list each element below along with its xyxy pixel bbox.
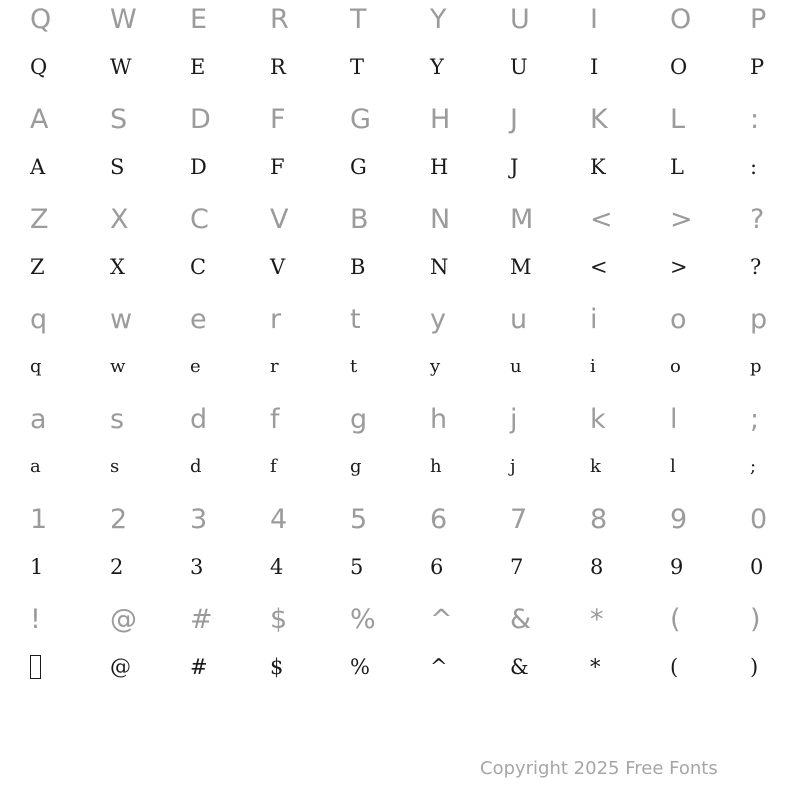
sample-glyph: ) — [750, 655, 759, 679]
reference-glyph: # — [190, 604, 213, 635]
sample-glyph: J — [510, 155, 519, 179]
sample-glyph: < — [590, 255, 608, 279]
glyph-row-group — [0, 600, 800, 700]
reference-glyph: % — [350, 604, 376, 635]
reference-glyph: K — [590, 104, 608, 135]
sample-glyph: I — [590, 55, 599, 79]
sample-glyph: $ — [270, 655, 284, 679]
reference-glyph: p — [750, 304, 768, 335]
sample-glyph: 6 — [430, 555, 444, 579]
reference-glyph: W — [110, 4, 137, 35]
reference-glyph: * — [590, 604, 604, 635]
glyph-row-group — [0, 300, 800, 400]
reference-glyph: f — [270, 404, 280, 435]
reference-glyph: O — [670, 4, 692, 35]
sample-glyph: S — [110, 155, 125, 179]
reference-glyph: ! — [30, 604, 41, 635]
sample-glyph: g — [350, 456, 362, 477]
sample-glyph: B — [350, 255, 366, 279]
reference-glyph: o — [670, 304, 687, 335]
sample-glyph: M — [510, 255, 532, 279]
reference-glyph: 5 — [350, 504, 368, 535]
reference-glyph: ^ — [430, 604, 453, 635]
reference-glyph: w — [110, 304, 133, 335]
sample-glyph: i — [590, 356, 596, 377]
sample-glyph: u — [510, 356, 522, 377]
reference-glyph: q — [30, 304, 48, 335]
sample-glyph: W — [110, 55, 132, 79]
sample-glyph: N — [430, 255, 449, 279]
reference-glyph: 9 — [670, 504, 688, 535]
reference-glyph: 2 — [110, 504, 128, 535]
reference-glyph: X — [110, 204, 129, 235]
sample-glyph: T — [350, 55, 365, 79]
reference-glyph: C — [190, 204, 209, 235]
sample-glyph: 3 — [190, 555, 204, 579]
glyph-row-group — [0, 500, 800, 600]
sample-glyph: h — [430, 456, 442, 477]
reference-glyph: 6 — [430, 504, 448, 535]
sample-glyph: Y — [430, 55, 444, 79]
reference-glyph: j — [510, 404, 518, 435]
sample-glyph: t — [350, 356, 358, 377]
glyph-row-group — [0, 400, 800, 500]
reference-glyph: < — [590, 204, 613, 235]
sample-glyph: ^ — [430, 655, 448, 679]
reference-glyph: 7 — [510, 504, 528, 535]
sample-glyph: A — [30, 155, 46, 179]
reference-glyph: ; — [750, 404, 760, 435]
reference-glyph: U — [510, 4, 530, 35]
reference-glyph: 0 — [750, 504, 768, 535]
sample-glyph: e — [190, 356, 201, 377]
sample-glyph: k — [590, 456, 601, 477]
sample-glyph: V — [270, 255, 286, 279]
reference-glyph: 1 — [30, 504, 48, 535]
sample-glyph: ( — [670, 655, 679, 679]
reference-glyph: @ — [110, 604, 137, 635]
reference-glyph: D — [190, 104, 211, 135]
sample-glyph: X — [110, 255, 125, 279]
reference-glyph: A — [30, 104, 49, 135]
sample-glyph: o — [670, 356, 681, 377]
sample-glyph: 2 — [110, 555, 124, 579]
reference-glyph: M — [510, 204, 534, 235]
reference-glyph: r — [270, 304, 282, 335]
reference-glyph: : — [750, 104, 760, 135]
sample-glyph: C — [190, 255, 207, 279]
sample-glyph: : — [750, 155, 758, 179]
sample-glyph: R — [270, 55, 286, 79]
reference-glyph: F — [270, 104, 286, 135]
reference-glyph: ? — [750, 204, 765, 235]
reference-glyph: g — [350, 404, 368, 435]
reference-glyph: Y — [430, 4, 447, 35]
reference-glyph: Z — [30, 204, 49, 235]
reference-glyph: E — [190, 4, 208, 35]
sample-glyph: p — [750, 356, 762, 377]
reference-glyph: k — [590, 404, 606, 435]
reference-glyph: & — [510, 604, 532, 635]
sample-glyph: 0 — [750, 555, 764, 579]
reference-glyph: T — [350, 4, 367, 35]
sample-glyph: f — [270, 456, 277, 477]
reference-glyph: S — [110, 104, 128, 135]
sample-glyph: G — [350, 155, 367, 179]
reference-glyph: V — [270, 204, 289, 235]
sample-glyph: q — [30, 356, 42, 377]
reference-glyph: H — [430, 104, 451, 135]
sample-glyph: * — [590, 655, 601, 679]
sample-glyph: y — [430, 356, 441, 377]
sample-glyph: 9 — [670, 555, 684, 579]
sample-glyph: D — [190, 155, 207, 179]
sample-glyph: Z — [30, 255, 45, 279]
reference-glyph: I — [590, 4, 598, 35]
sample-glyph: P — [750, 55, 765, 79]
reference-glyph: l — [670, 404, 678, 435]
sample-glyph: w — [110, 356, 126, 377]
glyph-row-group — [0, 0, 800, 100]
reference-glyph: d — [190, 404, 208, 435]
reference-glyph: t — [350, 304, 361, 335]
sample-glyph: U — [510, 55, 528, 79]
sample-glyph: H — [430, 155, 449, 179]
sample-glyph: s — [110, 456, 120, 477]
sample-glyph: ? — [750, 255, 762, 279]
sample-glyph: Q — [30, 55, 48, 79]
glyph-row-group — [0, 200, 800, 300]
sample-glyph: 1 — [30, 555, 44, 579]
sample-glyph: d — [190, 456, 202, 477]
sample-glyph: ; — [750, 456, 757, 477]
reference-glyph: e — [190, 304, 207, 335]
sample-glyph: E — [190, 55, 206, 79]
reference-glyph: 4 — [270, 504, 288, 535]
sample-glyph-missing — [30, 647, 90, 687]
reference-glyph: > — [670, 204, 693, 235]
sample-glyph: @ — [110, 655, 131, 679]
reference-glyph: a — [30, 404, 47, 435]
sample-glyph: F — [270, 155, 285, 179]
reference-glyph: ) — [750, 604, 761, 635]
reference-glyph: R — [270, 4, 289, 35]
sample-glyph: # — [190, 655, 208, 679]
reference-glyph: B — [350, 204, 369, 235]
sample-glyph: 4 — [270, 555, 284, 579]
reference-glyph: 3 — [190, 504, 208, 535]
sample-glyph: r — [270, 356, 279, 377]
reference-glyph: G — [350, 104, 371, 135]
sample-glyph: & — [510, 655, 529, 679]
reference-glyph: $ — [270, 604, 288, 635]
reference-glyph: N — [430, 204, 451, 235]
sample-glyph: O — [670, 55, 688, 79]
sample-glyph: a — [30, 456, 41, 477]
glyph-row-group — [0, 100, 800, 200]
sample-glyph: j — [510, 456, 516, 477]
missing-glyph-box-icon — [30, 655, 41, 679]
sample-glyph: 5 — [350, 555, 364, 579]
sample-glyph: > — [670, 255, 688, 279]
reference-glyph: h — [430, 404, 448, 435]
sample-glyph: K — [590, 155, 606, 179]
reference-glyph: s — [110, 404, 125, 435]
sample-glyph: 7 — [510, 555, 524, 579]
reference-glyph: 8 — [590, 504, 608, 535]
sample-glyph: l — [670, 456, 676, 477]
sample-glyph: L — [670, 155, 684, 179]
reference-glyph: u — [510, 304, 528, 335]
reference-glyph: L — [670, 104, 686, 135]
reference-glyph: ( — [670, 604, 681, 635]
reference-glyph: Q — [30, 4, 52, 35]
copyright-text: Copyright 2025 Free Fonts — [480, 758, 718, 779]
reference-glyph: y — [430, 304, 446, 335]
reference-glyph: J — [510, 104, 518, 135]
reference-glyph: i — [590, 304, 598, 335]
sample-glyph: % — [350, 655, 370, 679]
sample-glyph: 8 — [590, 555, 604, 579]
reference-glyph: P — [750, 4, 767, 35]
